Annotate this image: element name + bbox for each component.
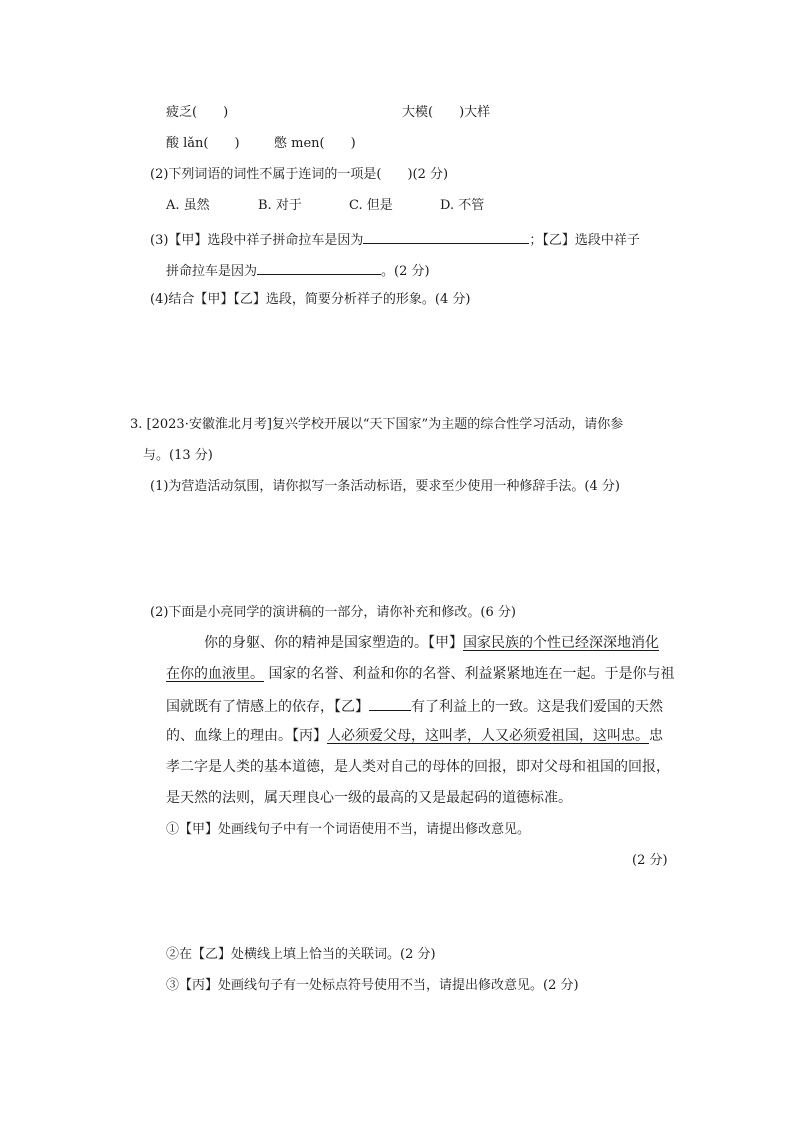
answer-blank-2[interactable] [257, 260, 381, 275]
speech-line-1 [204, 634, 659, 652]
question-2-3-part4: 。(2 分) [381, 264, 430, 279]
question-2-2-stem: (2)下列词语的词性不属于连词的一项是( )(2 分) [150, 167, 449, 182]
subquestion-1-score: (2 分) [632, 853, 668, 868]
blank-yi[interactable] [369, 696, 411, 711]
option-b: B. 对于 [258, 198, 302, 213]
speech-text: 忠 [649, 728, 663, 744]
question-2-3-line2 [166, 260, 430, 281]
speech-text: 有了利益上的一致。这是我们爱国的天然 [411, 699, 663, 715]
subquestion-2: ②在【乙】处横线上填上恰当的关联词。(2 分) [166, 947, 436, 962]
question-2-3-line1 [150, 229, 640, 250]
speech-text: 国家的名誉、利益和你的名誉、利益紧紧地连在一起。于是你与祖 [264, 666, 675, 682]
word-item-4: 憋 men( ) [274, 136, 356, 151]
option-c: C. 但是 [349, 198, 393, 213]
question-3-2-stem: (2)下面是小亮同学的演讲稿的一部分，请你补充和修改。(6 分) [150, 605, 516, 620]
question-2-2-options [166, 197, 484, 215]
speech-text: 国就既有了情感上的依存，【乙】 [166, 699, 369, 715]
speech-line-2 [166, 665, 674, 683]
option-d: D. 不管 [440, 198, 485, 213]
question-2-3-part1: (3)【甲】选段中祥子拼命拉车是因为 [150, 233, 364, 248]
question-2-3-part2: ；【乙】选段中祥子 [529, 233, 640, 248]
subquestion-3: ③【丙】处画线句子有一处标点符号使用不当，请提出修改意见。(2 分) [166, 978, 579, 993]
underlined-sentence-bing: 人必须爱父母，这叫孝，人又必须爱祖国，这叫忠。 [327, 728, 649, 744]
answer-blank-1[interactable] [363, 229, 529, 244]
subquestion-1: ①【甲】处画线句子中有一个词语使用不当，请提出修改意见。 [166, 822, 531, 837]
speech-line-5: 孝二字是人类的基本道德，是人类对自己的母体的回报，即对父母和祖国的回报， [166, 759, 670, 775]
speech-line-4 [166, 727, 663, 745]
question-2-4-stem: (4)结合【甲】【乙】选段，简要分析祥子的形象。(4 分) [150, 292, 471, 307]
question-3-stem-line2: 与。(13 分) [143, 448, 213, 463]
speech-line-3 [166, 696, 663, 716]
underlined-sentence-jia: 国家民族的个性已经深深地消化 [463, 635, 659, 651]
option-a: A. 虽然 [166, 198, 210, 213]
speech-text: 的、血缘上的理由。【丙】 [166, 728, 327, 744]
question-3-1-stem: (1)为营造活动氛围，请你拟写一条活动标语，要求至少使用一种修辞手法。(4 分) [150, 479, 620, 494]
word-item-2: 大模( )大样 [402, 105, 491, 120]
word-item-1: 疲乏( ) [166, 105, 229, 120]
question-3-stem-line1: 3. [2023·安徽淮北月考]复兴学校开展以“天下国家”为主题的综合性学习活动，请你参 [130, 417, 624, 432]
question-2-3-part3: 拼命拉车是因为 [166, 264, 258, 279]
underlined-sentence-jia-cont: 在你的血液里。 [166, 666, 264, 682]
word-item-3: 酸 lǎn( ) [166, 136, 240, 151]
speech-line-6: 是天然的法则，属天理良心一级的最高的又是最起码的道德标准。 [166, 790, 572, 806]
speech-text: 你的身躯、你的精神是国家塑造的。【甲】 [204, 635, 463, 651]
